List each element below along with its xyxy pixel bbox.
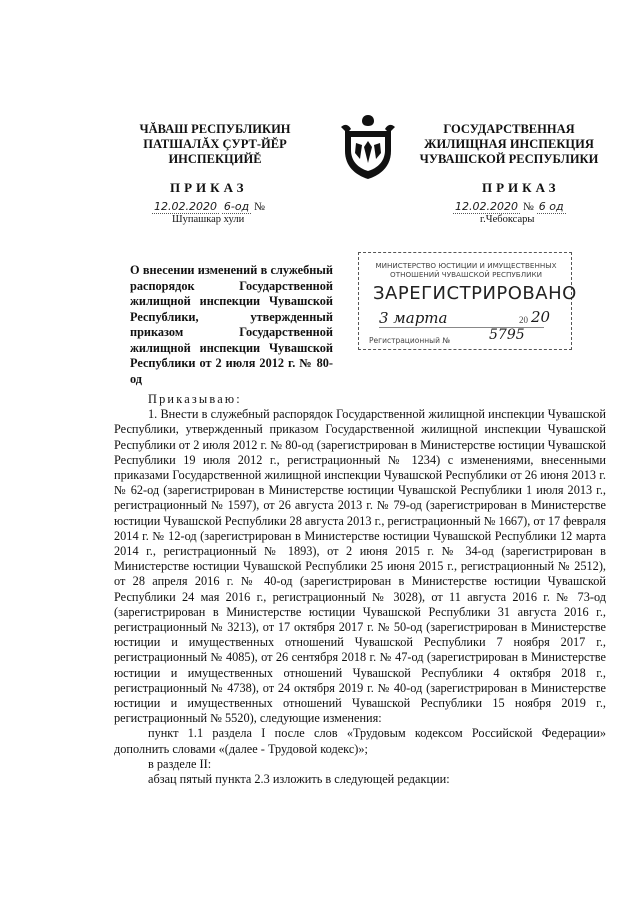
header-left-org bbox=[126, 122, 304, 167]
stamp-org-line-1: МИНИСТЕРСТВО ЮСТИЦИИ И ИМУЩЕСТВЕННЫХ bbox=[375, 261, 557, 270]
chuvash-emblem-icon bbox=[339, 111, 397, 181]
document-subject: О внесении изменений в служебный распорядок Государственной жилищной инспекции Чувашской Республики, утвержденный приказом Государственной жилищной инспекции Чувашской Республики от 2 июля 2012 г. № 80-од bbox=[130, 263, 333, 386]
header-right-org bbox=[414, 122, 604, 167]
document-body bbox=[114, 392, 606, 787]
body-paragraph-4: абзац пятый пункта 2.3 изложить в следующей редакции: bbox=[148, 772, 450, 787]
order-number-left: 6-од bbox=[223, 200, 250, 213]
order-date-left: 12.02.2020 bbox=[154, 200, 217, 213]
prikazyvayu-heading: Приказываю: bbox=[148, 392, 242, 406]
stamp-date-text: 3 марта bbox=[379, 309, 448, 327]
stamp-number-handwritten: 5795 bbox=[489, 327, 525, 343]
date-line-right bbox=[453, 200, 583, 214]
number-sign-left: № bbox=[254, 201, 266, 213]
header-right-line-1: ГОСУДАРСТВЕННАЯ bbox=[443, 122, 575, 136]
stamp-year-handwritten: 20 bbox=[531, 308, 551, 326]
date-line-left bbox=[152, 200, 282, 214]
order-number-right: 6 од bbox=[538, 200, 564, 213]
header-left-line-3: ИНСПЕКЦИЙĔ bbox=[168, 152, 262, 166]
header-left-line-2: ПАТШАЛĂХ ÇУРТ-ЙĔР bbox=[143, 137, 287, 151]
stamp-number-label: Регистрационный № bbox=[369, 336, 451, 345]
number-sign-right: № bbox=[522, 201, 534, 213]
body-paragraph-3: в разделе II: bbox=[148, 756, 212, 771]
order-title-right: ПРИКАЗ bbox=[482, 180, 560, 195]
stamp-year-prefix: 20 bbox=[519, 315, 528, 325]
order-title-left: ПРИКАЗ bbox=[170, 180, 248, 195]
place-left: Шупашкар хули bbox=[172, 214, 245, 225]
body-paragraph-2: пункт 1.1 раздела I после слов «Трудовым кодексом Российской Федерации» дополнить словами «(далее - Трудовой кодекс)»; bbox=[114, 726, 606, 756]
registration-stamp bbox=[358, 252, 577, 350]
body-paragraph-1: 1. Внести в служебный распорядок Государственной жилищной инспекции Чувашской Республики, утвержденный приказом Государственной жилищной инспекции Чувашской Республики от 2 июля 2012 г. № 80-од (зарегистрирован в Министерстве юстиции Чувашской Республики 19 июля 2012 г., регистрационный № 1234) с изменениями, внесенными приказами Государственной жилищной инспекции Чувашской Республики от 26 июня 2013 г. № 62-од (зарегистрирован в Министерстве юстиции Чувашской Республики 1 июля 2013 г., регистрационный № 1597), от 26 августа 2013 г. № 79-од (зарегистрирован в Министерстве юстиции Чувашской Республики 28 августа 2013 г., регистрационный № 1667), от 17 февраля 2014 г. № 12-од (зарегистрирован в Министерстве юстиции Чувашской Республики 12 марта 2014 г., регистрационный № 1893), от 2 июня 2015 г. № 34-од (зарегистрирован в Министерстве юстиции Чувашской Республики 25 июня 2015 г., регистрационный № 2512), от 28 апреля 2016 г. № 40-од (зарегистрирован в Министерстве юстиции Чувашской Республики 24 мая 2016 г., регистрационный № 3028), от 11 августа 2016 г. № 73-од (зарегистрирован в Министерстве юстиции Чувашской Республики 31 августа 2016 г., регистрационный № 3213), от 17 октября 2017 г. № 50-од (зарегистрирован в Министерстве юстиции и имущественных отношений Чувашской Республики 7 ноября 2017 г., регистрационный № 4085), от 26 сентября 2018 г. № 47-од (зарегистрирован в Министерстве юстиции и имущественных отношений Чувашской Республики 4 октября 2018 г., регистрационный № 4738), от 24 октября 2019 г. № 40-од (зарегистрирован в Министерстве юстиции и имущественных отношений Чувашской Республики 15 ноября 2019 г., регистрационный № 5520), следующие изменения: bbox=[114, 407, 606, 726]
stamp-org-line-2: ОТНОШЕНИЙ ЧУВАШСКОЙ РЕСПУБЛИКИ bbox=[390, 270, 542, 279]
place-right: г.Чебоксары bbox=[480, 214, 535, 225]
stamp-organization bbox=[363, 261, 569, 279]
header-right-line-3: ЧУВАШСКОЙ РЕСПУБЛИКИ bbox=[419, 152, 599, 166]
stamp-registered: ЗАРЕГИСТРИРОВАНО bbox=[373, 283, 577, 304]
header-left-line-1: ЧĂВАШ РЕСПУБЛИКИН bbox=[139, 122, 291, 136]
header-right-line-2: ЖИЛИЩНАЯ ИНСПЕКЦИЯ bbox=[424, 137, 594, 151]
order-date-right: 12.02.2020 bbox=[455, 200, 518, 213]
stamp-date-handwritten bbox=[379, 309, 447, 327]
